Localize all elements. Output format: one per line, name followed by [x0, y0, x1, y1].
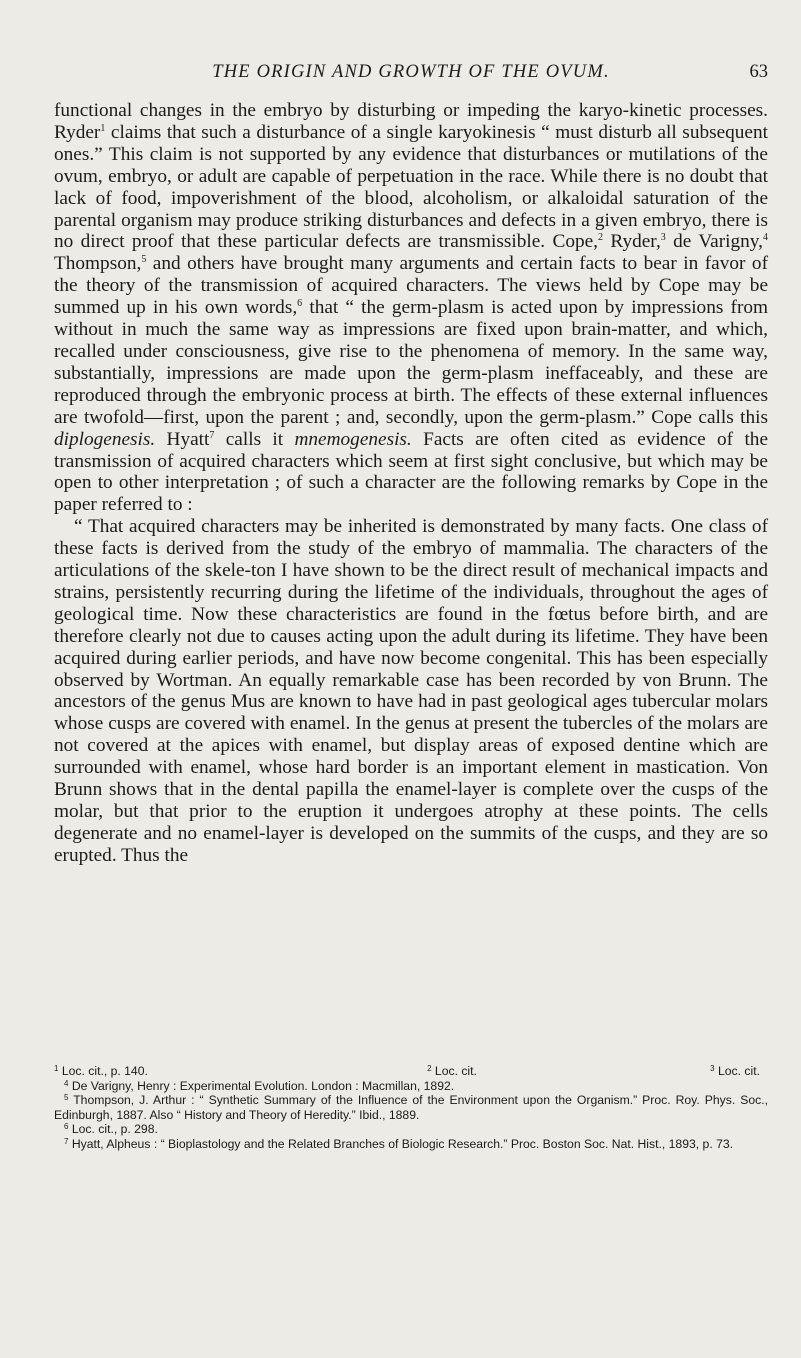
quoted-paragraph: “ That acquired characters may be inherited is demonstrated by many facts. One class of these facts is derived from the study of the embryo of mammalia. The characters of the articulations of the skele-ton I have shown to be the direct result of mechanical impacts and strains, persistently recurring during the lifetime of the individuals, throughout the ages of geological time. Now these characteristics are found in the fœtus before birth, and are therefore clearly not due to causes acting upon the adult during its lifetime. They have been acquired during earlier periods, and have now become congenital. This has been especially observed by Wortman. An equally remarkable case has been recorded by von Brunn. The ancestors of the genus Mus are known to have had in past geological ages tubercular molars whose cusps are covered with enamel. In the genus at present the tubercles of the molars are not covered at the apices with enamel, but display areas of exposed dentine which are surrounded with enamel, whose hard border is an important element in mastication. Von Brunn shows that in the dental papilla the enamel-layer is complete over the cusps of the molar, but that prior to the eruption it undergoes atrophy at these points. The cells degenerate and no enamel-layer is developed on the summits of the cusps, and they are so erupted. Thus the: [54, 516, 768, 866]
footnote: $^2$ Loc. cit.: [427, 1064, 477, 1078]
footnote-ref: 6: [297, 298, 303, 310]
footnote: $^5$ Thompson, J. Arthur : “ Synthetic Summary of the Influence of the Environment upon the Organism.” Proc. Roy. Phys. Soc., Edinburgh, 1887. Also “ History and Theory of Heredity.” Ibid., 1889.: [54, 1093, 768, 1122]
footnote-ref: 3: [660, 232, 666, 244]
footnote-ref: 7: [209, 429, 215, 441]
footnote: $^4$ De Varigny, Henry : Experimental Evolution. London : Macmillan, 1892.: [64, 1078, 455, 1093]
paragraph: functional changes in the embryo by disturbing or impeding the karyo-kinetic processes. Ryder$^1$ claims that such a disturbance of a single karyokinesis “ must disturb all subsequent ones.” This claim is not supported by any evidence that disturbances or mutilations of the ovum, embryo, or adult are capable of perpetuation in the race. While there is no doubt that lack of food, impoverishment of the blood, alcoholism, or alkaloidal saturation of the parental organism may produce striking disturbances and defects in a given embryo, there is no direct proof that these particular defects are transmissible. Cope,$^2$ Ryder,$^3$ de Varigny,$^4$ Thompson,$^5$ and others have brought many arguments and certain facts to bear in favor of the theory of the transmission of acquired characters. The views held by Cope may be summed up in his own words,$^6$ that “ the germ-plasm is acted upon by impressions from without in much the same way as impressions are fixed upon brain-matter, and which, recalled under consciousness, give rise to the phenomena of memory. In the same way, substantially, impressions are made upon the germ-plasm ineffaceably, and these are reproduced through the embryonic process at birth. The effects of these external influences are twofold—first, upon the parent ; and, secondly, upon the germ-plasm.” Cope calls this diplogenesis. Hyatt$^7$ calls it mnemogenesis. Facts are often cited as evidence of the transmission of acquired characters which seem at first sight conclusive, but which may be open to other interpretation ; of such a character are the following remarks by Cope in the paper referred to :: [54, 100, 768, 516]
footnote-ref: 2: [597, 232, 603, 244]
running-title: THE ORIGIN AND GROWTH OF THE OVUM.: [212, 62, 610, 82]
footnote-ref: 1: [100, 122, 106, 134]
page-header: [54, 62, 768, 86]
page-number: 63: [749, 62, 768, 82]
footnote: $^6$ Loc. cit., p. 298.: [64, 1122, 158, 1137]
body-text: [54, 100, 768, 867]
footnotes: [54, 1064, 768, 1152]
footnote-row: [54, 1064, 768, 1079]
footnote-ref: 4: [763, 232, 768, 244]
footnote-ref: 5: [141, 254, 147, 266]
italic-term: mnemogenesis.: [294, 428, 412, 450]
italic-term: diplogenesis.: [54, 428, 156, 450]
footnote: $^1$ Loc. cit., p. 140.: [54, 1064, 148, 1078]
footnote: $^7$ Hyatt, Alpheus : “ Bioplastology and the Related Branches of Biologic Research.” Proc. Boston Soc. Nat. Hist., 1893, p. 73.: [64, 1136, 734, 1151]
footnote: $^3$ Loc. cit.: [710, 1064, 760, 1078]
